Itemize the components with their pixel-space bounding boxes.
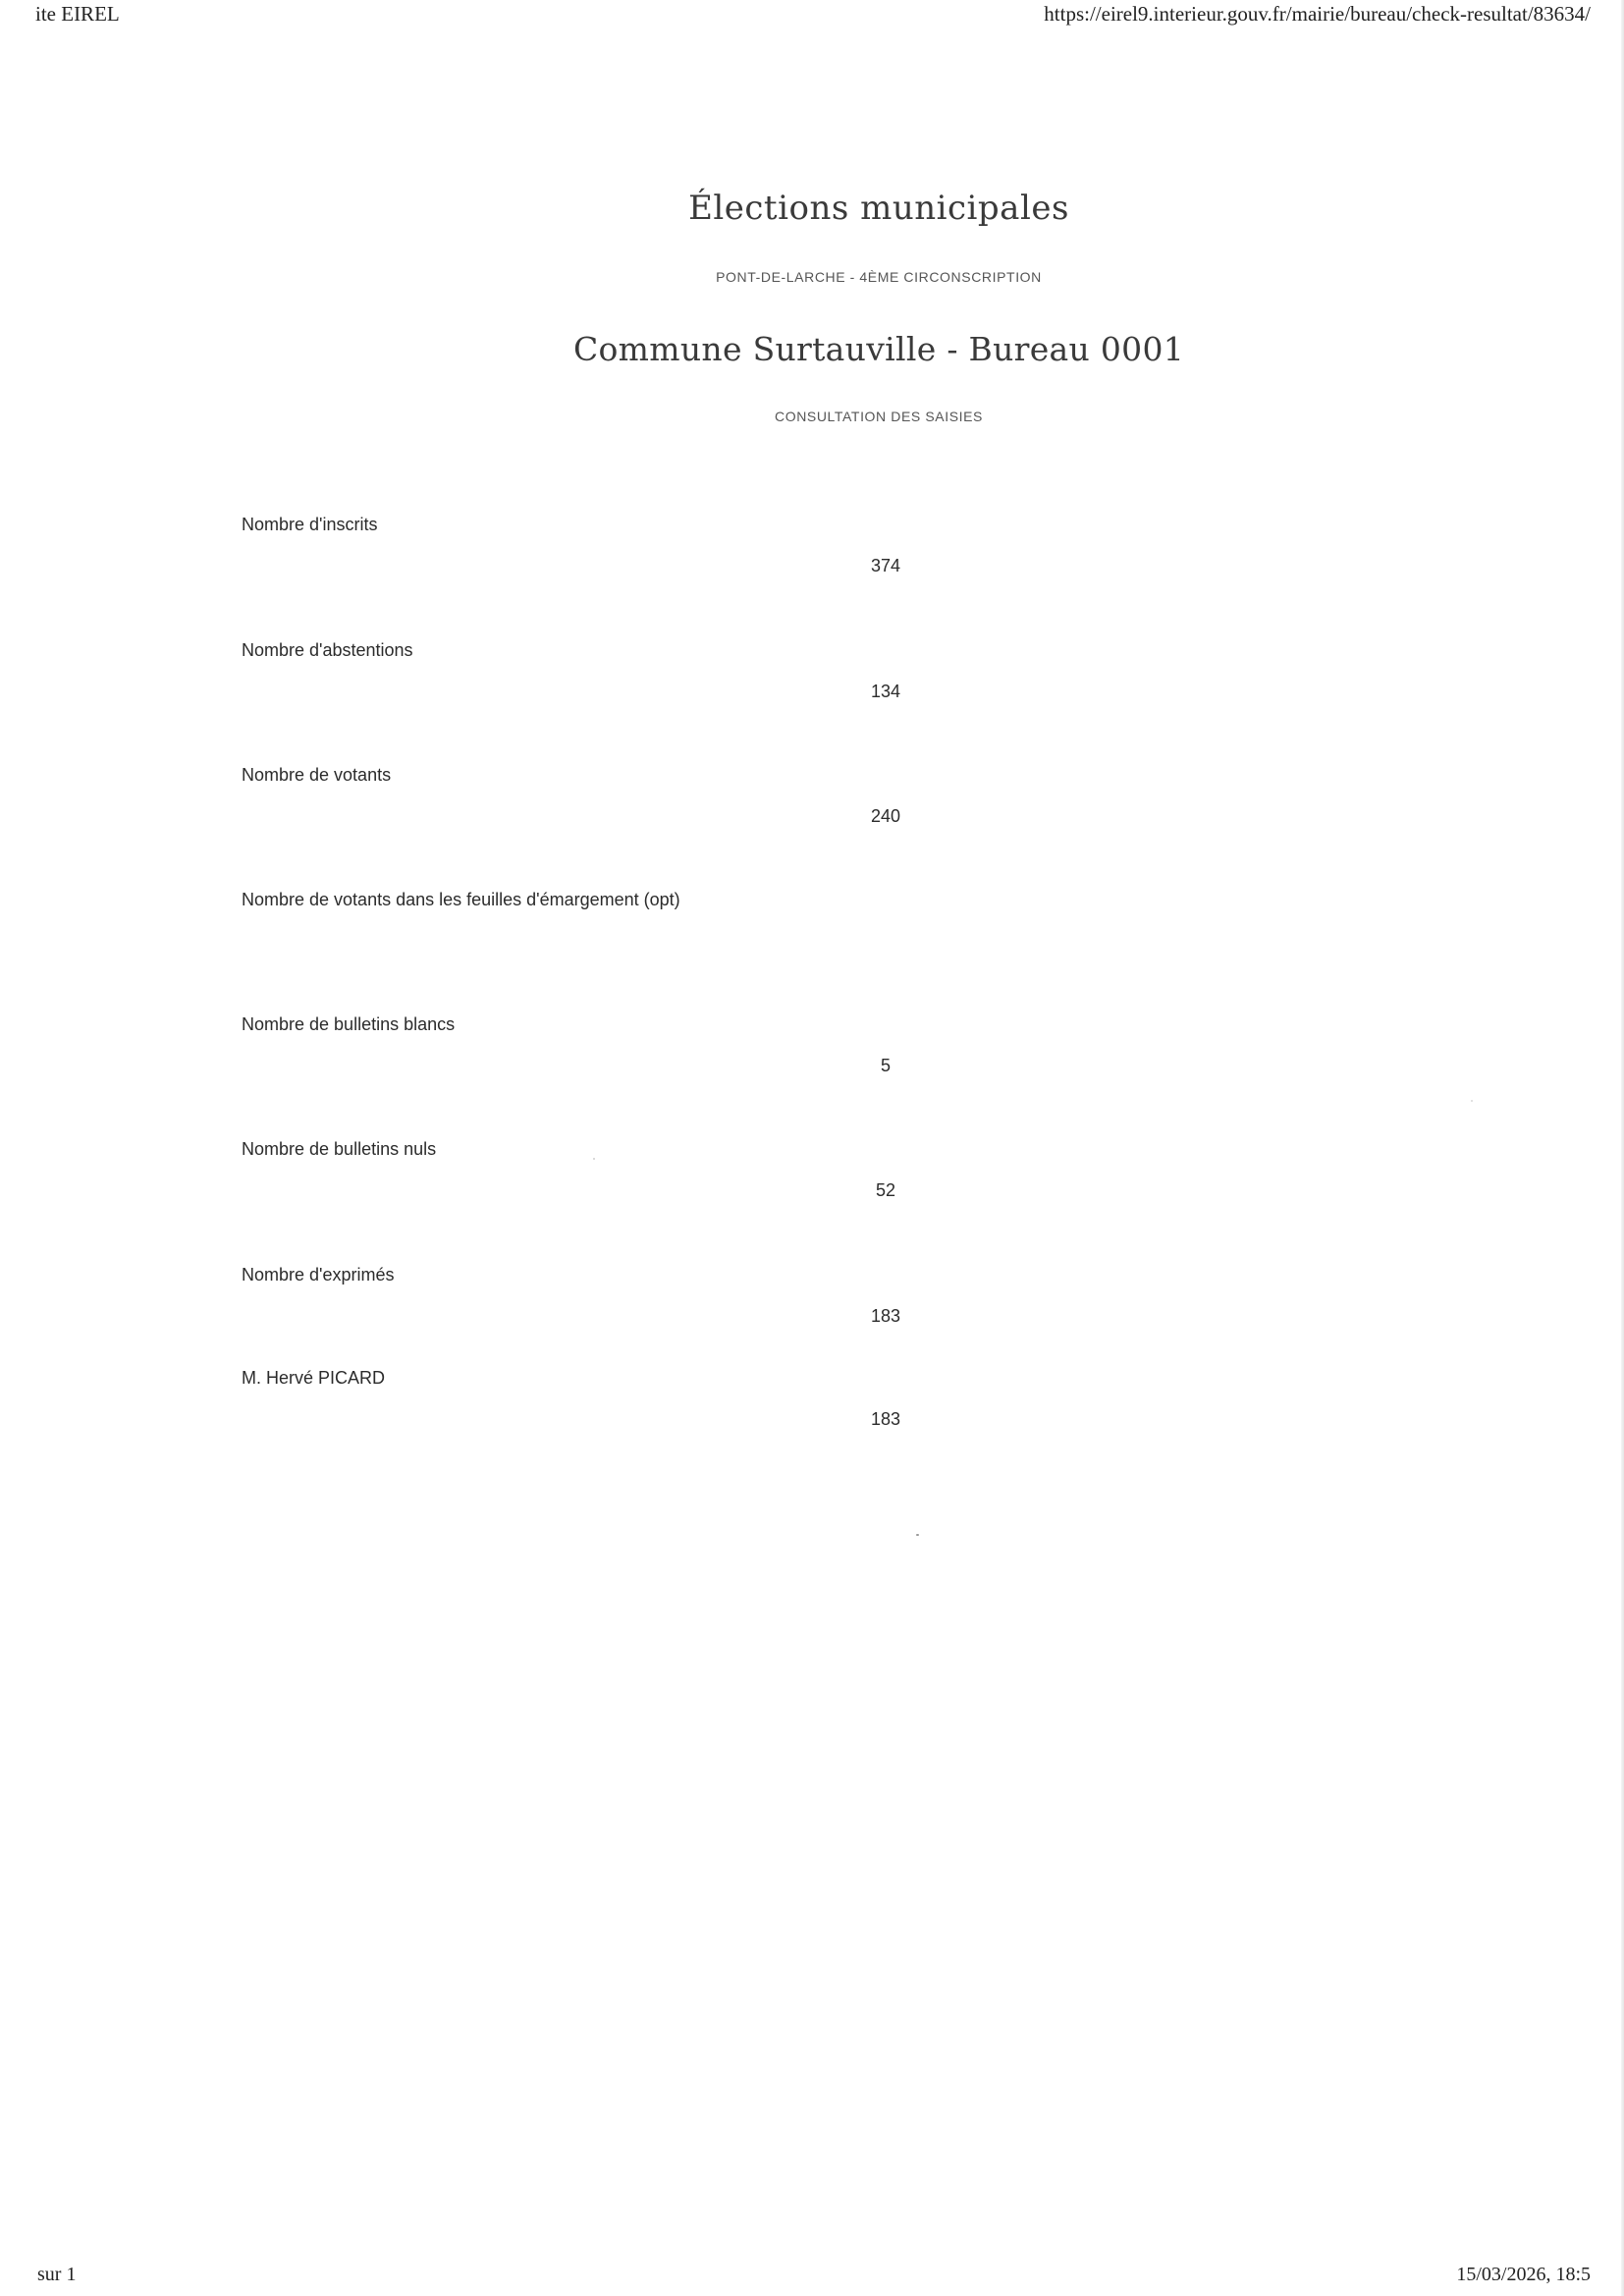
result-value: 134 (870, 682, 901, 701)
commune-bureau-title: Commune Surtauville - Bureau 0001 (572, 330, 1185, 368)
result-value: 183 (870, 1306, 901, 1326)
result-label: Nombre de votants (242, 765, 392, 785)
result-label: Nombre d'abstentions (242, 640, 413, 660)
result-label: Nombre de bulletins blancs (242, 1014, 456, 1034)
circonscription-subtitle: PONT-DE-LARCHE - 4ÈME CIRCONSCRIPTION (716, 269, 1042, 285)
result-label: Nombre de bulletins nuls (242, 1139, 437, 1159)
result-label: Nombre de votants dans les feuilles d'émargement (opt) (242, 890, 680, 909)
result-value: 240 (870, 806, 901, 826)
result-value: 374 (870, 556, 901, 575)
candidate-votes: 183 (870, 1409, 901, 1429)
scan-speck (1471, 1100, 1473, 1102)
print-header-site-name: ite EIREL (35, 2, 120, 26)
scan-speck (593, 1158, 595, 1160)
result-value: 5 (880, 1056, 891, 1075)
candidate-name: M. Hervé PICARD (242, 1368, 386, 1388)
result-value: 52 (875, 1180, 896, 1200)
result-label: Nombre d'exprimés (242, 1265, 395, 1285)
scan-speck (916, 1534, 919, 1536)
page-title: Élections municipales (688, 189, 1069, 228)
print-header-url: https://eirel9.interieur.gouv.fr/mairie/bureau/check-resultat/83634/ (1044, 2, 1591, 26)
print-footer-timestamp: 15/03/2026, 18:5 (1456, 2264, 1591, 2285)
result-label: Nombre d'inscrits (242, 515, 378, 534)
section-label: CONSULTATION DES SAISIES (775, 409, 983, 424)
print-footer-page-count: sur 1 (37, 2264, 77, 2285)
